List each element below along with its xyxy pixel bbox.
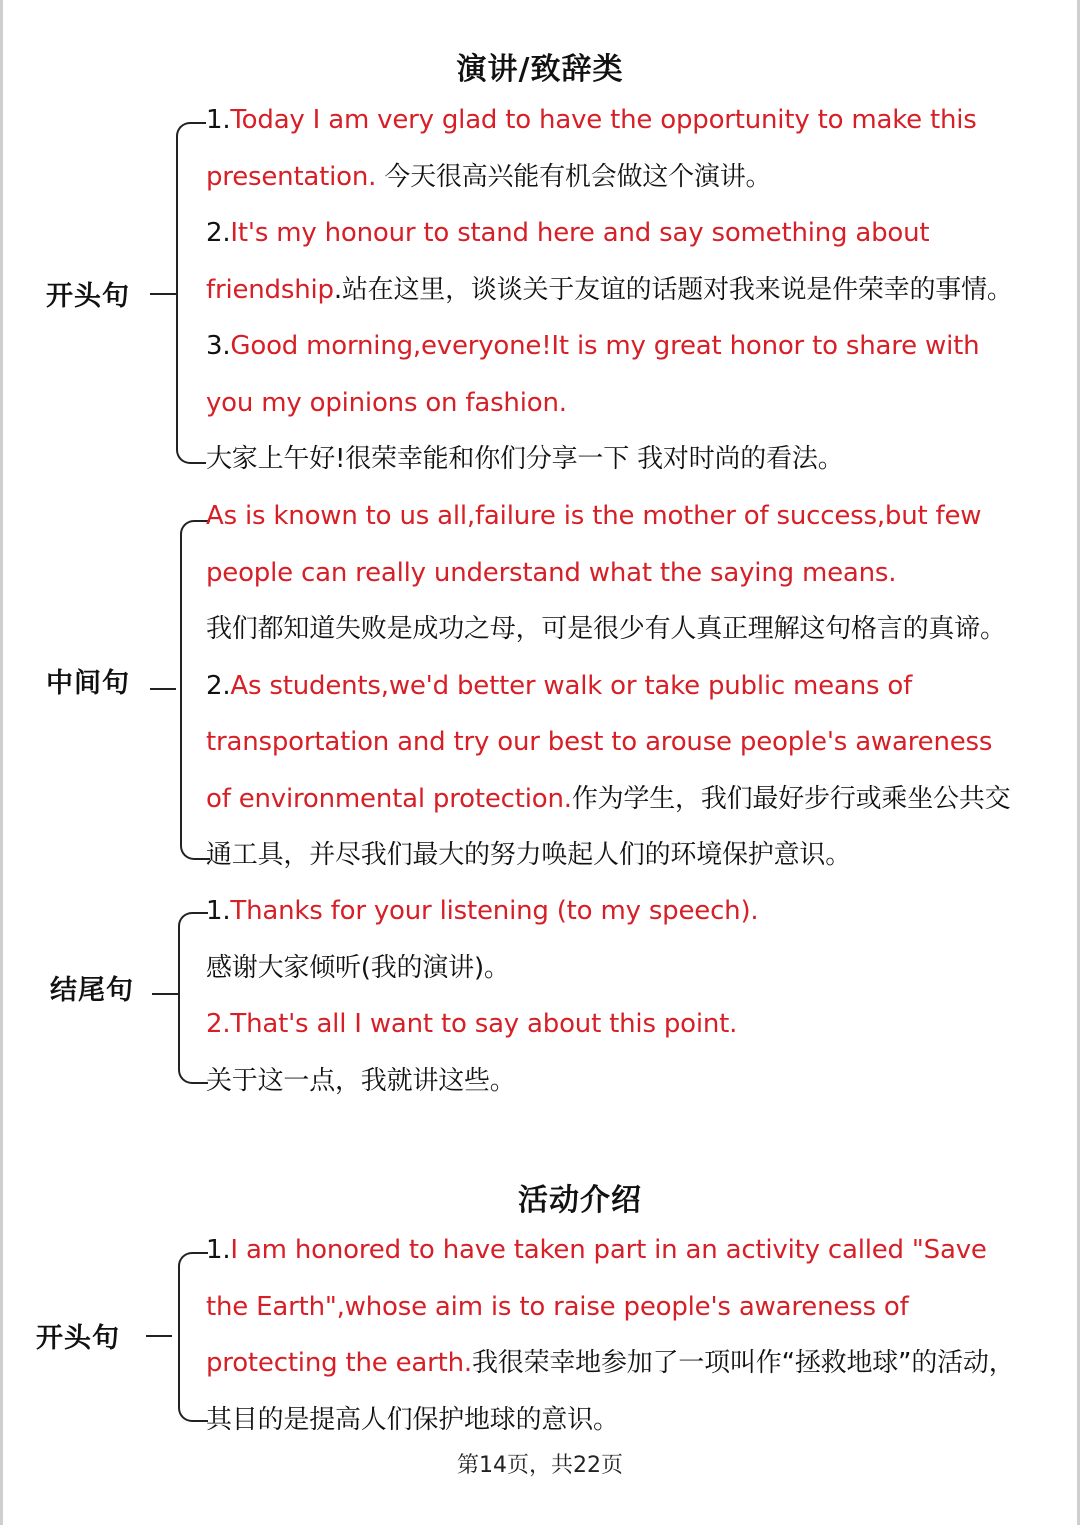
group-label-opening: 开头句 [46,281,130,312]
group-label-activity-opening: 开头句 [36,1323,120,1354]
chinese-text: 我们都知道失败是成功之母，可是很少有人真正理解这句格言的真谛。 [206,614,1006,644]
text-line [206,103,1056,137]
item-number: 2. [206,670,231,701]
english-text: As students,we'd better walk or take public means of [230,670,913,701]
text-line [206,1233,1056,1267]
chinese-text: .站在这里，谈谈关于友谊的话题对我来说是件荣幸的事情。 [333,274,1013,305]
text-line [206,1403,1056,1437]
chinese-text: 通工具，并尽我们最大的努力唤起人们的环境保护意识。 [206,840,852,870]
text-line [206,499,1056,533]
english-text: protecting the earth. [206,1348,472,1378]
brace-closing [178,912,208,1084]
text-line [206,782,1056,816]
text-line [206,1346,1056,1380]
chinese-text: 大家上午好!很荣幸能和你们分享一下 我对时尚的看法。 [206,444,844,474]
text-line [206,951,1056,985]
item-number: 1. [206,105,231,135]
chinese-text: 我很荣幸地参加了一项叫作“拯救地球”的活动， [471,1348,1015,1378]
english-text: It's my honour to stand here and say something about [230,218,930,248]
text-line [206,329,1056,363]
text-line [206,273,1056,307]
text-line [206,838,1056,872]
english-text: Today I am very glad to have the opportunity to make this [230,105,977,135]
english-text: friendship [206,274,334,305]
brace-activity-opening [178,1252,208,1422]
text-line [206,725,1056,759]
chinese-text: 今天很高兴能有机会做这个演讲。 [376,161,772,192]
group-label-closing: 结尾句 [50,975,134,1006]
english-text: people can really understand what the saying means. [206,557,897,588]
text-line [206,216,1056,250]
chinese-text: 其目的是提高人们保护地球的意识。 [206,1404,619,1435]
brace-tick [150,688,176,690]
english-text: presentation. [206,161,377,192]
brace-tick [150,293,176,295]
english-text: transportation and try our best to arouse people's awareness [206,727,993,757]
chinese-text: 关于这一点，我就讲这些。 [206,1065,516,1096]
item-number: 3. [206,331,231,361]
text-line [206,386,1056,420]
text-line [206,894,1056,928]
text-line [206,669,1056,703]
item-number: 1. [206,896,231,926]
page-number-footer: 第14页，共22页 [457,1453,623,1478]
text-line [206,442,1056,476]
text-line [206,1007,1056,1041]
text-line [206,160,1056,194]
english-text: you my opinions on fashion. [206,387,567,418]
english-text: I am honored to have taken part in an activity called "Save [230,1235,987,1265]
group-label-middle: 中间句 [46,668,130,699]
chinese-text: 作为学生，我们最好步行或乘坐公共交 [571,783,1011,814]
text-line [206,1290,1056,1324]
english-text: Good morning,everyone!It is my great honor to share with [230,331,980,361]
brace-tick [152,993,178,995]
brace-opening [176,122,206,464]
english-text: the Earth",whose aim is to raise people's awareness of [206,1291,909,1322]
text-line [206,612,1056,646]
section-title-activity: 活动介绍 [518,1183,642,1218]
item-number: 1. [206,1235,231,1265]
text-line [206,556,1056,590]
page-edge-left [0,0,3,1525]
english-text: As is known to us all,failure is the mother of success,but few [206,501,982,531]
section-title-speech: 演讲/致辞类 [456,52,624,87]
brace-tick [146,1335,172,1337]
item-number: 2. [206,218,231,248]
text-line [206,1064,1056,1098]
english-text: Thanks for your listening (to my speech). [230,896,759,926]
english-text: 2.That's all I want to say about this point. [206,1009,738,1039]
english-text: of environmental protection. [206,783,572,814]
chinese-text: 感谢大家倾听(我的演讲)。 [206,952,510,983]
